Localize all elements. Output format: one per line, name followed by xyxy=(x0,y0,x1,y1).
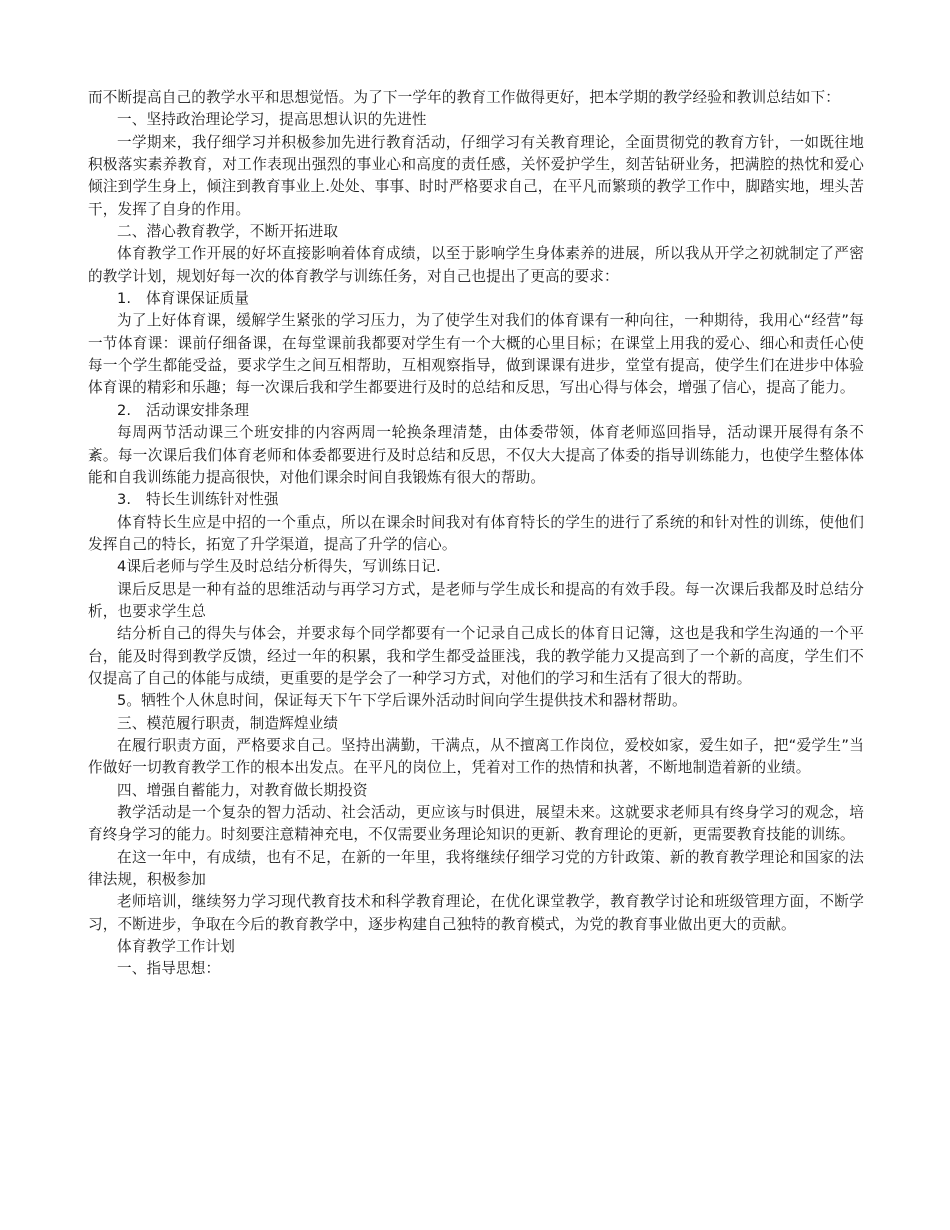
paragraph: 教学活动是一个复杂的智力活动、社会活动，更应该与时俱进，展望未来。这就要求老师具有终身学习的观念，培育终身学习的能力。时刻要注意精神充电，不仅需要业务理论知识的更新、教育理论的更新，更需要教育技能的训练。 xyxy=(88,804,864,844)
paragraph: 为了上好体育课，缓解学生紧张的学习压力，为了使学生对我们的体育课有一种向往，一种期待，我用心“经营”每一节体育课：课前仔细备课，在每堂课前我都要对学生有一个大概的心里目标；在课堂上用我的爱心、细心和责任心使每一个学生都能受益，要求学生之间互相帮助，互相观察指导，做到课课有进步，堂堂有提高，使学生们在进步中体验体育课的精彩和乐趣；每一次课后我和学生都要进行及时的总结和反思，写出心得与体会，增强了信心，提高了能力。 xyxy=(88,312,864,397)
paragraph: 一学期来，我仔细学习并积极参加先进行教育活动，仔细学习有关教育理论，全面贯彻党的教育方针，一如既往地积极落实素养教育，对工作表现出强烈的事业心和高度的责任感，关怀爱护学生，刻苦钻研业务，把满腔的热忱和爱心倾注到学生身上，倾注到教育事业上.处处、事事、时时严格要求自己，在平凡而繁琐的教学工作中，脚踏实地，埋头苦干，发挥了自身的作用。 xyxy=(88,133,864,218)
paragraph: 在这一年中，有成绩，也有不足，在新的一年里，我将继续仔细学习党的方针政策、新的教育教学理论和国家的法律法规，积极参加 xyxy=(88,848,864,889)
paragraph: 体育教学工作开展的好坏直接影响着体育成绩，以至于影响学生身体素养的进展，所以我从开学之初就制定了严密的教学计划，规划好每一次的体育教学与训练任务，对自己也提出了更高的要求： xyxy=(88,245,864,285)
paragraph: 课后反思是一种有益的思维活动与再学习方式，是老师与学生成长和提高的有效手段。每一次课后我都及时总结分析，也要求学生总 xyxy=(88,580,864,620)
paragraph: 老师培训，继续努力学习现代教育技术和科学教育理论，在优化课堂教学，教育教学讨论和班级管理方面，不断学习，不断进步，争取在今后的教育教学中，逐步构建自己独特的教育模式，为党的教育事业做出更大的贡献。 xyxy=(88,893,864,933)
paragraph: 体育特长生应是中招的一个重点，所以在课余时间我对有体育特长的学生的进行了系统的和针对性的训练，使他们发挥自己的特长，拓宽了升学渠道，提高了升学的信心。 xyxy=(88,513,864,553)
subheading-5: 5。牺牲个人休息时间，保证每天下午下学后课外活动时间向学生提供技术和器材帮助。 xyxy=(117,692,687,710)
paragraph: 结分析自己的得失与体会，并要求每个同学都要有一个记录自己成长的体育日记簿，这也是我和学生沟通的一个平台，能及时得到教学反馈，经过一年的积累，我和学生都受益匪浅，我的教学能力又提高到了一个新的高度，学生们不仅提高了自己的体能与成绩，更重要的是学会了一种学习方式，对他们的学习和生活有了很大的帮助。 xyxy=(88,625,864,687)
section-heading-1: 一、坚持政治理论学习，提高思想认识的先进性 xyxy=(117,111,427,129)
section-heading-guiding: 一、指导思想： xyxy=(117,960,221,978)
paragraph: 在履行职责方面，严格要求自己。坚持出满勤，干满点，从不擅离工作岗位，爱校如家，爱生如子，把“爱学生”当作做好一切教育教学工作的根本出发点。在平凡的岗位上，凭着对工作的热情和执著，不断地制造着新的业绩。 xyxy=(88,736,864,777)
paragraph: 每周两节活动课三个班安排的内容两周一轮换条理清楚，由体委带领，体育老师巡回指导，活动课开展得有条不紊。每一次课后我们体育老师和体委都要进行及时总结和反思，不仅大大提高了体委的指导训练能力，也使学生整体体能和自我训练能力提高很快，对他们课余时间自我锻炼有很大的帮助。 xyxy=(88,424,864,486)
section-heading-4: 四、增强自蓄能力，对教育做长期投资 xyxy=(117,781,368,799)
subheading-2: 2. 活动课安排条理 xyxy=(117,401,250,419)
subheading-3: 3. 特长生训练针对性强 xyxy=(117,491,279,509)
subheading-4: 4课后老师与学生及时总结分析得失，写训练日记. xyxy=(117,558,441,576)
document-title: 体育教学工作计划 xyxy=(117,938,235,956)
section-heading-2: 二、潜心教育教学，不断开拓进取 xyxy=(117,223,339,241)
paragraph-intro: 而不断提高自己的教学水平和思想觉悟。为了下一学年的教育工作做得更好，把本学期的教学经验和教训总结如下： xyxy=(88,89,840,106)
section-heading-3: 三、模范履行职责，制造辉煌业绩 xyxy=(117,714,339,732)
subheading-1: 1. 体育课保证质量 xyxy=(117,290,250,308)
